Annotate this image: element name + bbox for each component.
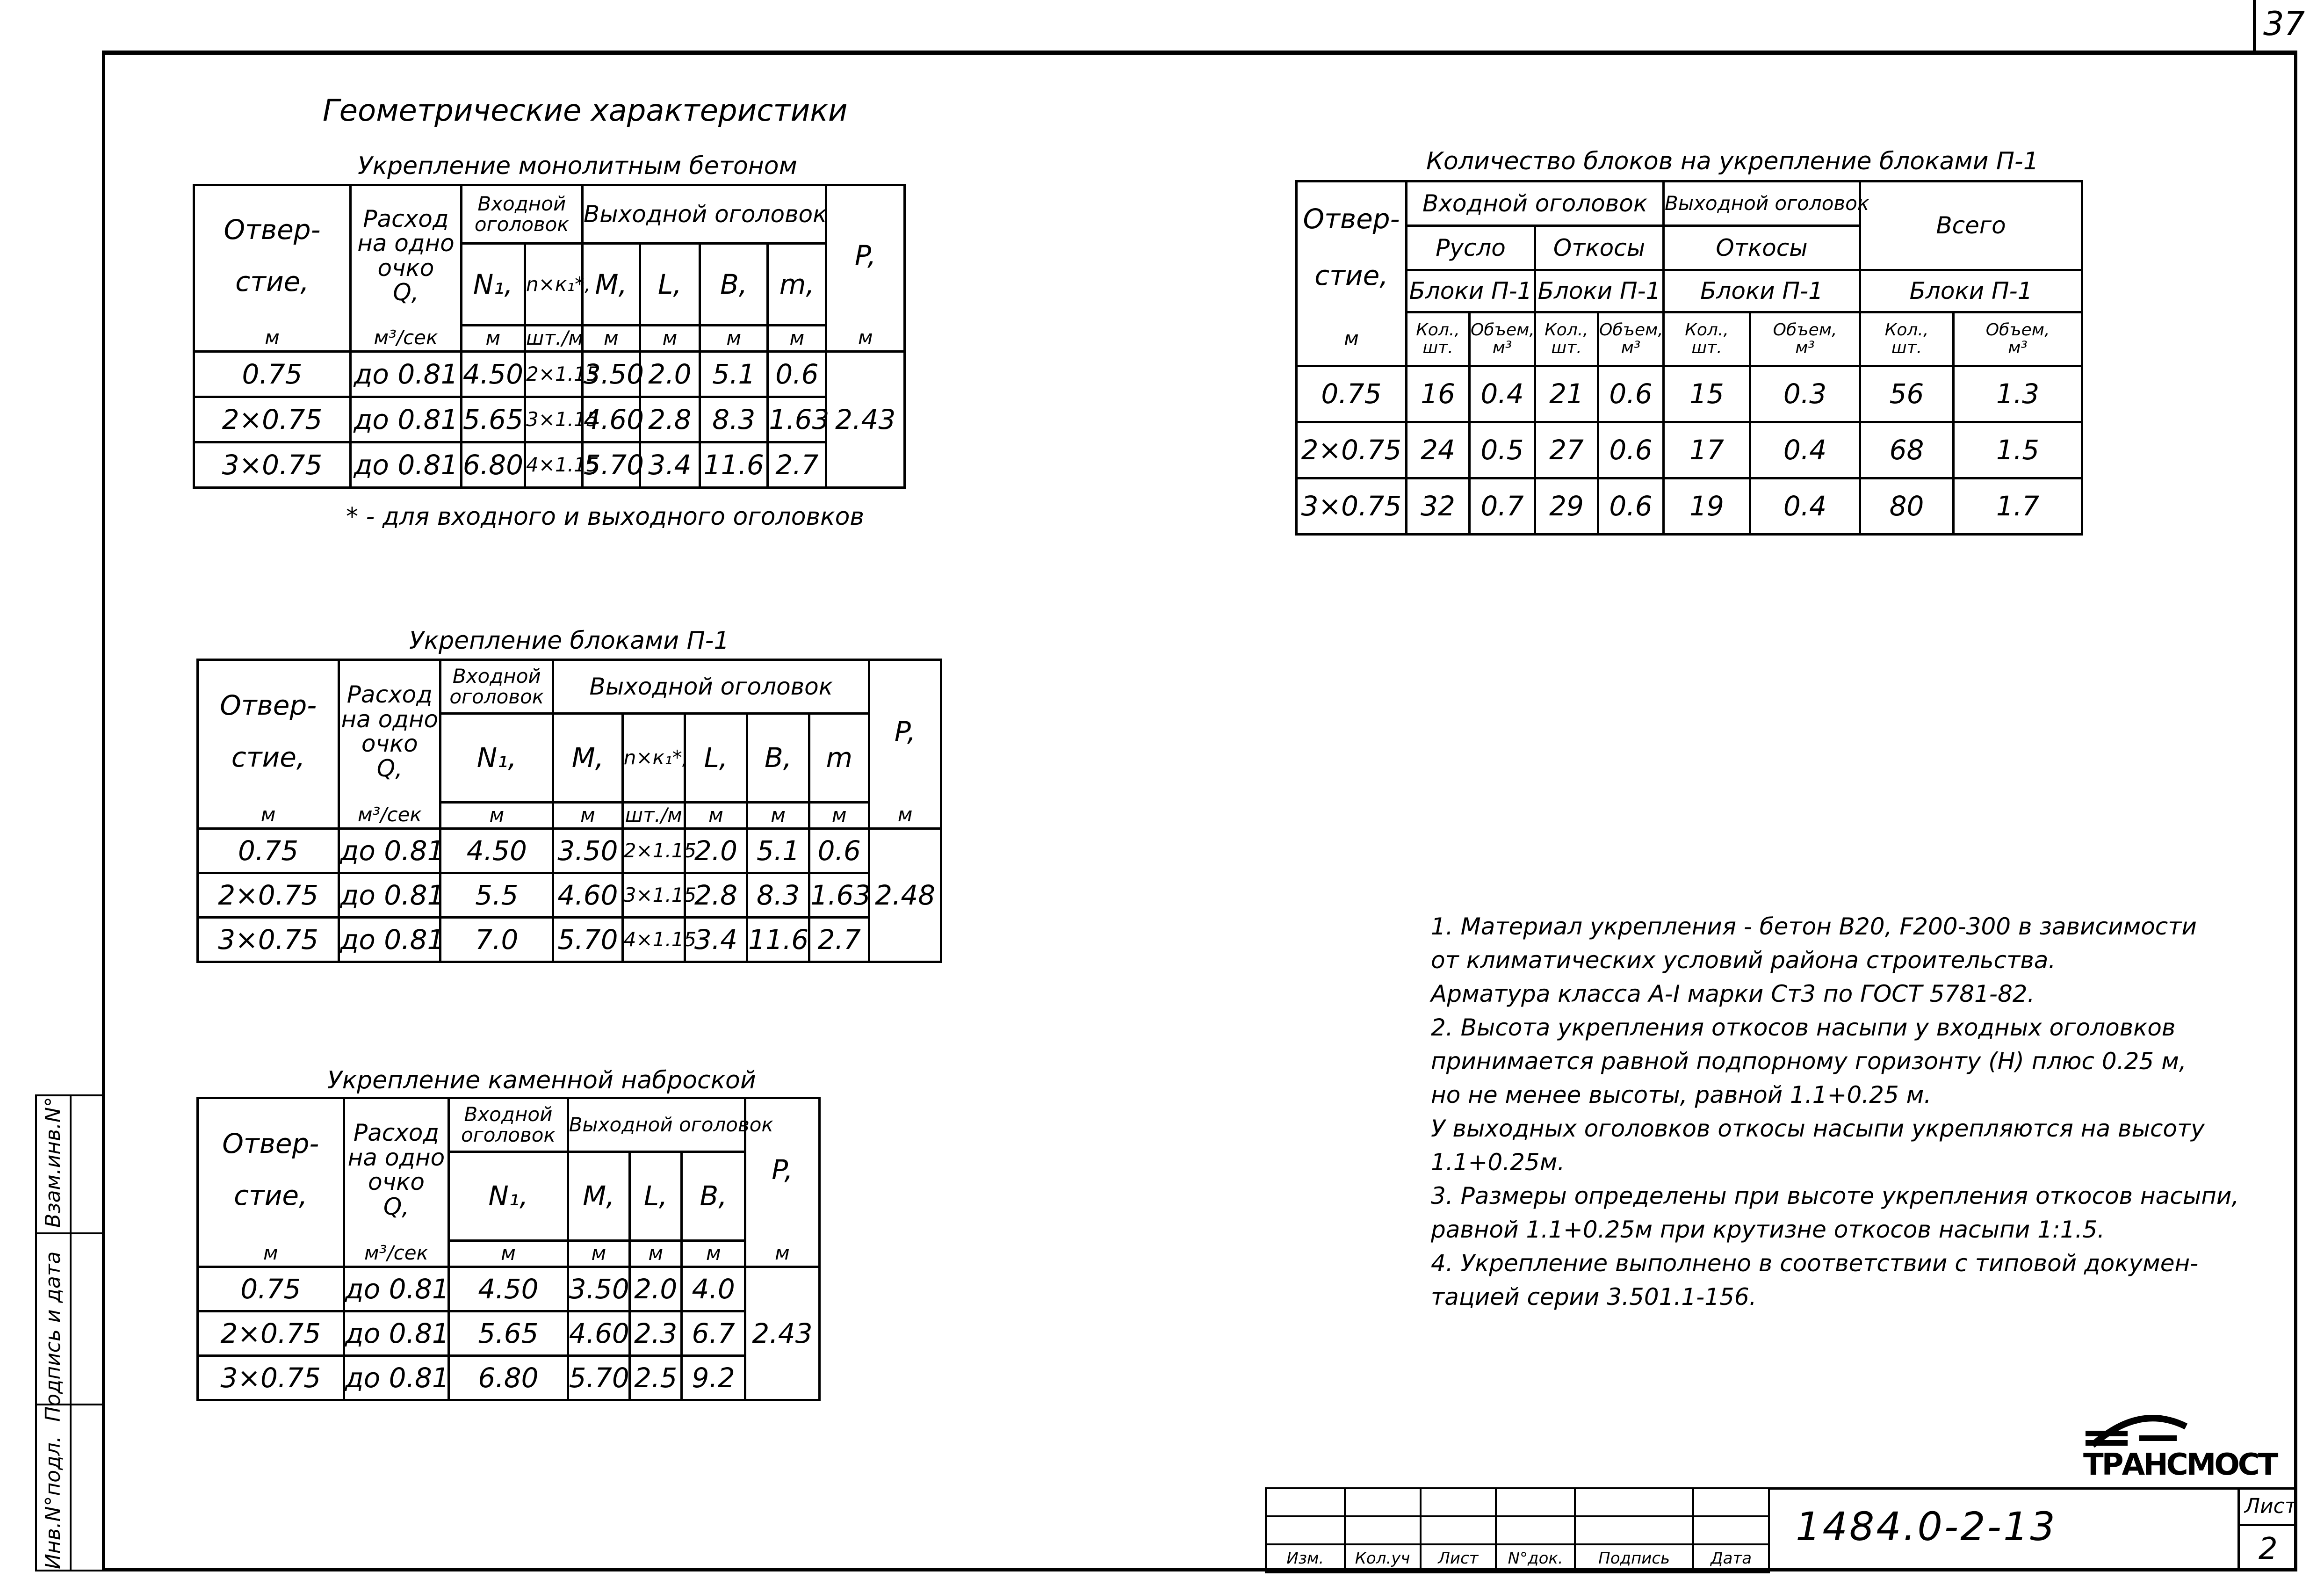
t1-h-rashod: Расход <box>363 205 449 232</box>
t2-r1-o: 2×0.75 <box>198 873 339 918</box>
t1-r2-M: 5.70 <box>582 442 640 488</box>
t2-r1-m: 1.63 <box>809 873 869 918</box>
t4-h-kol3: Кол., <box>1685 320 1729 340</box>
t1-r1-m: 1.63 <box>768 397 826 442</box>
t4-r1-b: 0.5 <box>1470 422 1535 478</box>
table-row <box>194 352 905 397</box>
t3-title: Укрепление каменной наброской <box>327 1066 756 1094</box>
t1-h-vhod: Входной <box>477 192 566 215</box>
t2-r1-L: 2.8 <box>685 873 747 918</box>
t4-h-m31: м³ <box>1492 338 1512 357</box>
t2-r2-q: до 0.81 <box>339 918 440 962</box>
sheet-number-box <box>2253 0 2256 51</box>
t1-r2-B: 11.6 <box>700 442 768 488</box>
t3-r0-M: 3.50 <box>568 1267 629 1311</box>
t3-u-n: м <box>449 1241 568 1267</box>
t3-r0-B: 4.0 <box>682 1267 745 1311</box>
t2-h-na-odno: на одно <box>341 705 439 733</box>
t4-r0-a: 16 <box>1407 366 1470 422</box>
t3-h-vhod: Входной <box>464 1102 553 1126</box>
t3-u-B: м <box>682 1241 745 1267</box>
table-row <box>198 1267 820 1311</box>
t2-h-vyhod: Выходной оголовок <box>553 660 869 714</box>
t2-h-vhod: Входной <box>452 664 541 688</box>
t1-u-B: м <box>700 326 768 352</box>
list-label: Лист <box>2245 1494 2297 1518</box>
t1-h-m: m, <box>768 244 826 326</box>
t3-r1-o: 2×0.75 <box>198 1311 344 1356</box>
t1-u-M: м <box>582 326 640 352</box>
logo-text: ТРАНСМОСТ <box>2083 1448 2277 1482</box>
t4-r1-o: 2×0.75 <box>1297 422 1407 478</box>
t1-r1-B: 8.3 <box>700 397 768 442</box>
t3-h-ochko: очко <box>368 1168 425 1196</box>
t4-r1-d: 0.6 <box>1598 422 1664 478</box>
t1-h-otver2: стие, <box>235 265 309 297</box>
t4-h-bloki3: Блоки П-1 <box>1664 270 1860 312</box>
t1-h-ogolovok: оголовок <box>474 213 569 236</box>
t1-r2-nk: 4×1.15 <box>525 442 583 488</box>
t2-u-nk: шт./м <box>622 803 685 829</box>
note-line: 2. Высота укрепления откосов насыпи у входных оголовков <box>1431 1014 2176 1041</box>
t1-r2-n: 6.80 <box>461 442 525 488</box>
note-line: тацией серии 3.501.1-156. <box>1431 1283 1757 1311</box>
t2-r0-m: 0.6 <box>809 829 869 873</box>
table-row <box>198 829 941 873</box>
t4-h-obem3: Объем, <box>1773 320 1837 340</box>
t3-table <box>196 1097 821 1401</box>
t1-u-q: м³/сек <box>351 326 462 352</box>
t4-h-kol1: Кол., <box>1416 320 1460 340</box>
t3-u-q: м³/сек <box>344 1241 449 1267</box>
t2-h-B: B, <box>747 714 809 803</box>
stamp-col-podpis: Подпись <box>1575 1544 1693 1572</box>
t2-h-M: M, <box>553 714 623 803</box>
t3-r2-n: 6.80 <box>449 1356 568 1400</box>
t4-r2-c: 29 <box>1535 478 1598 535</box>
t4-r1-f: 0.4 <box>1750 422 1860 478</box>
t3-h-N: N₁, <box>449 1152 568 1241</box>
t3-r2-L: 2.5 <box>630 1356 682 1400</box>
t1-h-B: B, <box>700 244 768 326</box>
t1-h-P: P, <box>826 185 905 326</box>
t4-h-otver: Отвер- <box>1303 203 1400 235</box>
side-label-vzam: Взам.инв.N° <box>41 1097 65 1228</box>
t4-r0-f: 0.3 <box>1750 366 1860 422</box>
t3-r1-M: 4.60 <box>568 1311 629 1356</box>
t3-r0-n: 4.50 <box>449 1267 568 1311</box>
t3-h-P: P, <box>745 1098 819 1241</box>
transmost-logo <box>2083 1408 2289 1483</box>
t3-h-L: L, <box>630 1152 682 1241</box>
table-row <box>1297 478 2082 535</box>
note-line: принимается равной подпорному горизонту (Н) плюс 0.25 м, <box>1431 1048 2187 1075</box>
t4-h-ruslo: Русло <box>1407 226 1535 270</box>
sheet-number-top: 37 <box>2263 5 2305 43</box>
t1-footnote: * - для входного и выходного оголовков <box>346 503 865 531</box>
t4-h-bloki2: Блоки П-1 <box>1535 270 1664 312</box>
note-line: 1.1+0.25м. <box>1431 1149 1565 1176</box>
t2-u-M: м <box>553 803 623 829</box>
geom-title: Геометрические характеристики <box>323 94 848 128</box>
t3-u-L: м <box>630 1241 682 1267</box>
t4-r1-g: 68 <box>1860 422 1954 478</box>
t4-h-sht4: шт. <box>1891 338 1922 357</box>
t4-r0-d: 0.6 <box>1598 366 1664 422</box>
t1-h-L: L, <box>640 244 700 326</box>
t3-r0-q: до 0.81 <box>344 1267 449 1311</box>
t2-r2-n: 7.0 <box>440 918 553 962</box>
t3-r0-L: 2.0 <box>630 1267 682 1311</box>
t2-u-otver: м <box>198 803 339 829</box>
t1-r2-q: до 0.81 <box>351 442 462 488</box>
t2-r1-n: 5.5 <box>440 873 553 918</box>
t3-r2-M: 5.70 <box>568 1356 629 1400</box>
t1-h-vyhod: Выходной оголовок <box>582 185 826 244</box>
t4-h-kol2: Кол., <box>1545 320 1588 340</box>
title-block <box>1265 1487 1770 1573</box>
t2-h-rashod: Расход <box>346 681 433 709</box>
t4-r2-g: 80 <box>1860 478 1954 535</box>
t1-r2-m: 2.7 <box>768 442 826 488</box>
t3-P: 2.43 <box>745 1267 819 1400</box>
t1-r2-L: 3.4 <box>640 442 700 488</box>
t1-r1-L: 2.8 <box>640 397 700 442</box>
t1-r0-q: до 0.81 <box>351 352 462 397</box>
table-row <box>198 918 941 962</box>
t4-r2-d: 0.6 <box>1598 478 1664 535</box>
t4-h-vhod: Входной оголовок <box>1407 181 1664 226</box>
logo-arch-icon <box>2083 1408 2289 1450</box>
t2-h-otver: Отвер- <box>220 689 317 722</box>
t2-h-L: L, <box>685 714 747 803</box>
note-line: У выходных оголовков откосы насыпи укрепляются на высоту <box>1431 1115 2205 1142</box>
t1-r1-M: 4.60 <box>582 397 640 442</box>
t1-u-P: м <box>826 326 905 352</box>
t3-h-B: B, <box>682 1152 745 1241</box>
table-row <box>198 1311 820 1356</box>
side-label-sign: Подпись и дата <box>41 1251 65 1422</box>
table-row <box>194 442 905 488</box>
t1-h-M: M, <box>582 244 640 326</box>
t1-r0-M: 3.50 <box>582 352 640 397</box>
stamp-col-izm: Изм. <box>1266 1544 1345 1572</box>
t2-r0-L: 2.0 <box>685 829 747 873</box>
top-rule <box>102 51 2297 53</box>
t4-h-m33: м³ <box>1795 338 1815 357</box>
t2-r0-nk: 2×1.15 <box>622 829 685 873</box>
t2-h-nk: n×к₁*, <box>622 714 685 803</box>
t3-h-rashod: Расход <box>353 1119 439 1147</box>
t4-r0-c: 21 <box>1535 366 1598 422</box>
t4-r2-b: 0.7 <box>1470 478 1535 535</box>
table-row <box>194 397 905 442</box>
t2-r2-o: 3×0.75 <box>198 918 339 962</box>
t1-r1-q: до 0.81 <box>351 397 462 442</box>
t4-r2-e: 19 <box>1664 478 1750 535</box>
table-row <box>1297 422 2082 478</box>
t3-u-P: м <box>745 1241 819 1267</box>
t4-r2-a: 32 <box>1407 478 1470 535</box>
t1-r1-n: 5.65 <box>461 397 525 442</box>
t2-P: 2.48 <box>869 829 941 962</box>
t2-u-n: м <box>440 803 553 829</box>
t1-r1-nk: 3×1.15 <box>525 397 583 442</box>
t3-r1-L: 2.3 <box>630 1311 682 1356</box>
t4-table <box>1295 180 2083 536</box>
t3-r2-B: 9.2 <box>682 1356 745 1400</box>
t1-h-q: Q, <box>393 279 419 306</box>
t4-h-otkosy2: Откосы <box>1664 226 1860 270</box>
t2-r2-m: 2.7 <box>809 918 869 962</box>
t4-h-m34: м³ <box>2008 338 2028 357</box>
t2-h-P: P, <box>869 660 941 803</box>
t4-r2-h: 1.7 <box>1954 478 2082 535</box>
t4-h-bloki4: Блоки П-1 <box>1860 270 2082 312</box>
t3-h-na-odno: на одно <box>347 1144 445 1171</box>
t4-h-sht2: шт. <box>1551 338 1582 357</box>
t2-r1-B: 8.3 <box>747 873 809 918</box>
t1-u-n: м <box>461 326 525 352</box>
t3-u-M: м <box>568 1241 629 1267</box>
t2-r0-M: 3.50 <box>553 829 623 873</box>
t4-h-sht1: шт. <box>1422 338 1453 357</box>
t3-r1-q: до 0.81 <box>344 1311 449 1356</box>
t2-r1-q: до 0.81 <box>339 873 440 918</box>
t4-h-vsego: Всего <box>1860 181 2082 270</box>
t4-h-sht3: шт. <box>1691 338 1722 357</box>
t4-h-obem4: Объем, <box>1985 320 2050 340</box>
note-line: Арматура класса А-I марки Ст3 по ГОСТ 5781-82. <box>1431 980 2035 1007</box>
t2-h-otver2: стие, <box>231 741 305 774</box>
t3-r1-n: 5.65 <box>449 1311 568 1356</box>
t4-u-otver: м <box>1297 312 1407 366</box>
t1-title: Укрепление монолитным бетоном <box>358 152 797 180</box>
t1-r0-n: 4.50 <box>461 352 525 397</box>
note-line: но не менее высоты, равной 1.1+0.25 м. <box>1431 1081 1932 1108</box>
t4-r1-h: 1.5 <box>1954 422 2082 478</box>
t1-r2-o: 3×0.75 <box>194 442 351 488</box>
list-divider <box>2237 1524 2297 1526</box>
t1-u-otver: м <box>194 326 351 352</box>
t2-r2-L: 3.4 <box>685 918 747 962</box>
t4-h-m32: м³ <box>1621 338 1641 357</box>
t4-r1-a: 24 <box>1407 422 1470 478</box>
t1-h-otver: Отвер- <box>224 213 321 246</box>
t2-h-ochko: очко <box>361 730 418 758</box>
t3-r2-q: до 0.81 <box>344 1356 449 1400</box>
t4-h-kol4: Кол., <box>1884 320 1929 340</box>
t2-r0-q: до 0.81 <box>339 829 440 873</box>
t4-r1-c: 27 <box>1535 422 1598 478</box>
t4-h-obem1: Объем, <box>1471 320 1535 340</box>
t2-r0-B: 5.1 <box>747 829 809 873</box>
t4-h-bloki1: Блоки П-1 <box>1407 270 1535 312</box>
t2-title: Укрепление блоками П-1 <box>409 627 729 655</box>
t2-r2-nk: 4×1.15 <box>622 918 685 962</box>
t4-r0-h: 1.3 <box>1954 366 2082 422</box>
t1-u-nk: шт./м <box>525 326 583 352</box>
stamp-col-koluch: Кол.уч <box>1345 1544 1421 1572</box>
t4-r2-f: 0.4 <box>1750 478 1860 535</box>
t1-r0-nk: 2×1.15 <box>525 352 583 397</box>
list-number: 2 <box>2259 1532 2278 1566</box>
stamp-col-ndok: N°док. <box>1496 1544 1575 1572</box>
t4-h-vyhod: Выходной оголовок <box>1664 181 1860 226</box>
note-line: от климатических условий района строительства. <box>1431 947 2056 974</box>
t1-r0-B: 5.1 <box>700 352 768 397</box>
t4-h-otkosy1: Откосы <box>1535 226 1664 270</box>
t2-u-q: м³/сек <box>339 803 440 829</box>
t2-u-P: м <box>869 803 941 829</box>
t1-u-m: м <box>768 326 826 352</box>
t2-u-L: м <box>685 803 747 829</box>
notes-block <box>1431 910 2239 1314</box>
t3-h-otver2: стие, <box>234 1180 308 1212</box>
t4-r0-b: 0.4 <box>1470 366 1535 422</box>
t1-r0-L: 2.0 <box>640 352 700 397</box>
t4-r1-e: 17 <box>1664 422 1750 478</box>
t2-h-N: N₁, <box>440 714 553 803</box>
t2-u-m: м <box>809 803 869 829</box>
t1-table <box>193 184 906 489</box>
t1-r1-o: 2×0.75 <box>194 397 351 442</box>
note-line: 1. Материал укрепления - бетон В20, F200-300 в зависимости <box>1431 913 2197 940</box>
t4-h-obem2: Объем, <box>1599 320 1663 340</box>
t2-r2-M: 5.70 <box>553 918 623 962</box>
t2-r0-n: 4.50 <box>440 829 553 873</box>
t4-title: Количество блоков на укрепление блоками П-1 <box>1426 147 2039 175</box>
t1-P: 2.43 <box>826 352 905 488</box>
table-row <box>198 873 941 918</box>
t2-r1-nk: 3×1.15 <box>622 873 685 918</box>
t2-h-q: Q, <box>376 754 403 782</box>
document-code: 1484.0-2-13 <box>1796 1504 2057 1550</box>
t4-r0-g: 56 <box>1860 366 1954 422</box>
t3-h-ogolovok: оголовок <box>461 1123 556 1146</box>
t1-r0-m: 0.6 <box>768 352 826 397</box>
t3-h-M: M, <box>568 1152 629 1241</box>
t1-u-L: м <box>640 326 700 352</box>
t1-h-na-odno: на одно <box>357 230 455 257</box>
t4-r0-o: 0.75 <box>1297 366 1407 422</box>
t2-h-m: m <box>809 714 869 803</box>
t2-r1-M: 4.60 <box>553 873 623 918</box>
t4-h-otver2: стие, <box>1314 259 1388 291</box>
note-line: 3. Размеры определены при высоте укрепления откосов насыпи, <box>1431 1182 2239 1209</box>
t3-r0-o: 0.75 <box>198 1267 344 1311</box>
t1-h-N: N₁, <box>461 244 525 326</box>
t3-r2-o: 3×0.75 <box>198 1356 344 1400</box>
t4-r2-o: 3×0.75 <box>1297 478 1407 535</box>
t1-h-ochko: очко <box>377 254 434 282</box>
t3-h-q: Q, <box>383 1193 410 1220</box>
t3-r1-B: 6.7 <box>682 1311 745 1356</box>
t3-u-otver: м <box>198 1241 344 1267</box>
t3-h-otver: Отвер- <box>222 1128 319 1160</box>
stamp-col-list: Лист <box>1421 1544 1496 1572</box>
note-line: равной 1.1+0.25м при крутизне откосов насыпи 1:1.5. <box>1431 1216 2105 1243</box>
table-row <box>198 1356 820 1400</box>
stamp-col-data: Дата <box>1693 1544 1769 1572</box>
t2-r2-B: 11.6 <box>747 918 809 962</box>
side-label-inv: Инв.N°подл. <box>41 1436 65 1569</box>
t2-r0-o: 0.75 <box>198 829 339 873</box>
note-line: 4. Укрепление выполнено в соответствии с типовой докумен- <box>1431 1250 2199 1277</box>
t4-r0-e: 15 <box>1664 366 1750 422</box>
t2-u-B: м <box>747 803 809 829</box>
table-row <box>1297 366 2082 422</box>
t1-h-nk: n×к₁*, <box>525 244 583 326</box>
t2-h-ogolovok: оголовок <box>449 685 544 708</box>
t2-table <box>196 659 942 963</box>
t1-r0-o: 0.75 <box>194 352 351 397</box>
t3-h-vyhod: Выходной оголовок <box>568 1098 745 1152</box>
